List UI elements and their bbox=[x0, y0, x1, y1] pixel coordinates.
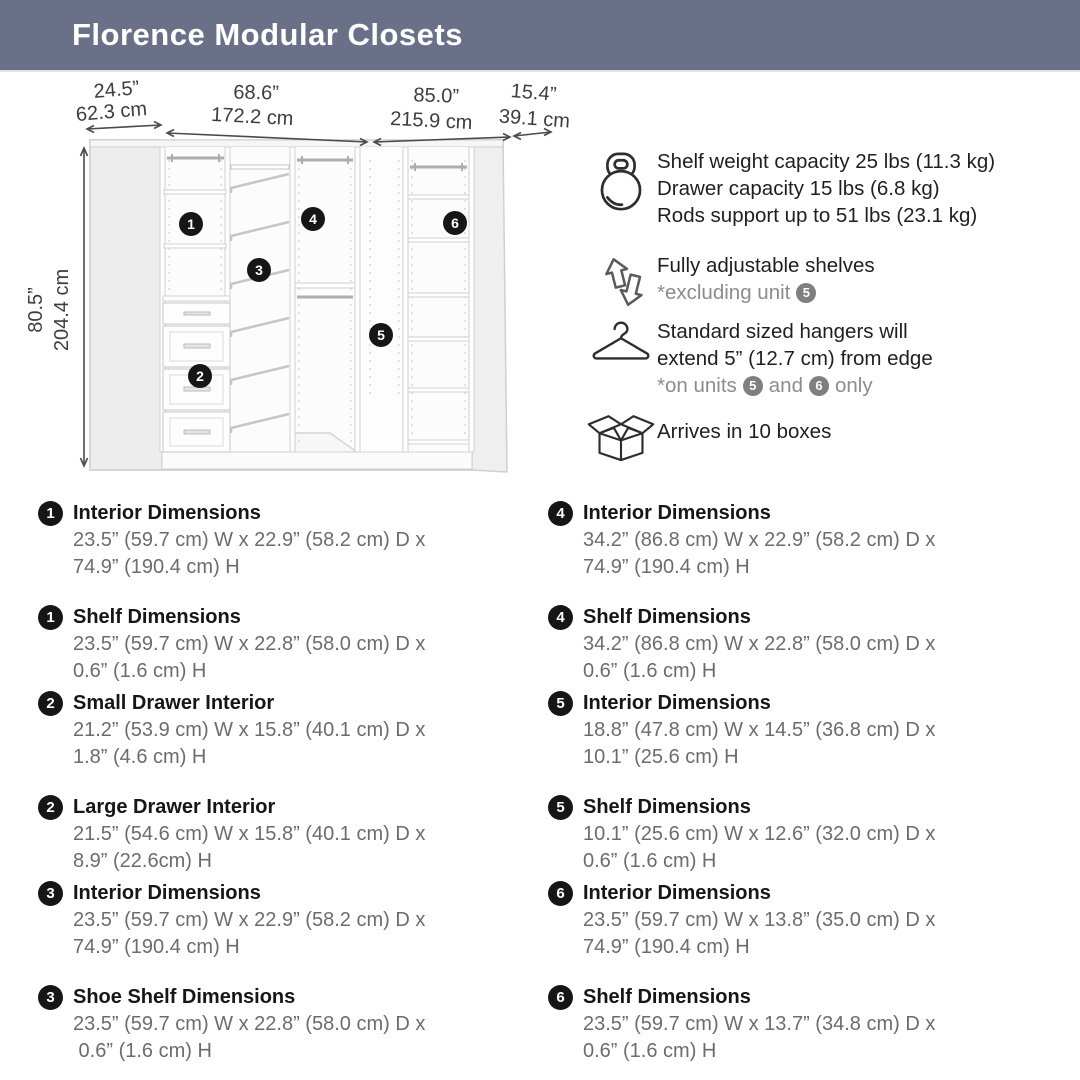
spec-line-2: 74.9” (190.4 cm) H bbox=[583, 556, 750, 578]
spec-item bbox=[38, 794, 538, 875]
width-dim-4-inches: 15.4” bbox=[509, 80, 558, 106]
spec-title: Interior Dimensions bbox=[583, 502, 771, 524]
adjustable-shelves-icon bbox=[585, 252, 657, 314]
spec-item bbox=[548, 500, 1048, 581]
adjustable-shelves-text bbox=[657, 252, 875, 306]
boxes-line: Arrives in 10 boxes bbox=[657, 420, 832, 443]
spec-title: Interior Dimensions bbox=[73, 502, 261, 524]
unit-badge-2: 2 bbox=[196, 368, 204, 384]
spec-line-2: 74.9” (190.4 cm) H bbox=[73, 556, 240, 578]
spec-list-left bbox=[38, 500, 538, 1070]
spec-title: Interior Dimensions bbox=[73, 882, 261, 904]
unit-badge-5: 5 bbox=[377, 327, 385, 343]
spec-badge-1: 1 bbox=[38, 605, 63, 630]
spec-badge-6: 6 bbox=[548, 985, 573, 1010]
spec-line-1: 10.1” (25.6 cm) W x 12.6” (32.0 cm) D x bbox=[583, 823, 936, 845]
spec-title: Shelf Dimensions bbox=[583, 796, 751, 818]
rod-capacity-line: Rods support up to 51 lbs (23.1 kg) bbox=[657, 204, 978, 227]
height-dim-inches: 80.5” bbox=[25, 287, 47, 333]
features-panel bbox=[585, 140, 1075, 485]
feature-hangers bbox=[585, 318, 933, 399]
spec-item bbox=[548, 604, 1048, 685]
width-dim-2-inches: 68.6” bbox=[233, 81, 280, 105]
width-dim-1-inches: 24.5” bbox=[92, 77, 141, 103]
adjustable-note-text: *excluding unit bbox=[657, 281, 791, 304]
spec-title: Interior Dimensions bbox=[583, 692, 771, 714]
spec-title: Shelf Dimensions bbox=[583, 606, 751, 628]
hangers-line-1: Standard sized hangers will bbox=[657, 320, 908, 343]
hangers-note-post: only bbox=[835, 374, 873, 397]
spec-line-2: 8.9” (22.6cm) H bbox=[73, 850, 212, 872]
spec-line-1: 18.8” (47.8 cm) W x 14.5” (36.8 cm) D x bbox=[583, 719, 936, 741]
spec-badge-4: 4 bbox=[548, 605, 573, 630]
spec-line-1: 23.5” (59.7 cm) W x 22.9” (58.2 cm) D x bbox=[73, 909, 426, 931]
drawer-capacity-line: Drawer capacity 15 lbs (6.8 kg) bbox=[657, 177, 940, 200]
unit-badge-4: 4 bbox=[309, 211, 317, 227]
width-dim-1-cm: 62.3 cm bbox=[75, 97, 148, 127]
spec-badge-3: 3 bbox=[38, 985, 63, 1010]
spec-line-2: 0.6” (1.6 cm) H bbox=[73, 660, 207, 682]
spec-line-1: 23.5” (59.7 cm) W x 13.8” (35.0 cm) D x bbox=[583, 909, 936, 931]
feature-adjustable-shelves bbox=[585, 252, 875, 314]
spec-item bbox=[548, 984, 1048, 1065]
spec-item bbox=[38, 604, 538, 685]
spec-title: Shoe Shelf Dimensions bbox=[73, 986, 296, 1008]
hangers-line-2: extend 5” (12.7 cm) from edge bbox=[657, 347, 933, 370]
right-side-panel bbox=[472, 140, 507, 472]
spec-title: Large Drawer Interior bbox=[73, 796, 276, 818]
closet-dimension-diagram bbox=[0, 70, 580, 480]
spec-badge-2: 2 bbox=[38, 691, 63, 716]
spec-line-2: 10.1” (25.6 cm) H bbox=[583, 746, 739, 768]
hangers-note bbox=[657, 372, 933, 399]
hangers-text bbox=[657, 318, 933, 399]
unit-5-gray-badge-2: 5 bbox=[743, 376, 763, 396]
spec-badge-4: 4 bbox=[548, 501, 573, 526]
spec-title: Shelf Dimensions bbox=[583, 986, 751, 1008]
adjustable-line: Fully adjustable shelves bbox=[657, 254, 875, 277]
width-dim-3-inches: 85.0” bbox=[413, 84, 460, 108]
kettlebell-icon bbox=[585, 148, 657, 216]
unit-6-gray-badge: 6 bbox=[809, 376, 829, 396]
weight-capacity-text bbox=[657, 148, 995, 229]
spec-line-2: 1.8” (4.6 cm) H bbox=[73, 746, 207, 768]
spec-title: Small Drawer Interior bbox=[73, 692, 275, 714]
adjustable-note bbox=[657, 279, 875, 306]
spec-item bbox=[548, 794, 1048, 875]
spec-line-2: 0.6” (1.6 cm) H bbox=[583, 850, 717, 872]
spec-line-1: 23.5” (59.7 cm) W x 22.8” (58.0 cm) D x bbox=[73, 633, 426, 655]
spec-item bbox=[548, 690, 1048, 771]
unit-badge-1: 1 bbox=[187, 216, 195, 232]
spec-badge-3: 3 bbox=[38, 881, 63, 906]
spec-line-1: 34.2” (86.8 cm) W x 22.9” (58.2 cm) D x bbox=[583, 529, 936, 551]
closet-illustration bbox=[90, 140, 507, 472]
page-title: Florence Modular Closets bbox=[72, 17, 463, 52]
spec-badge-2: 2 bbox=[38, 795, 63, 820]
width-dim-3-cm: 215.9 cm bbox=[389, 107, 473, 135]
hangers-note-pre: *on units bbox=[657, 374, 737, 397]
unit-badge-6: 6 bbox=[451, 215, 459, 231]
feature-boxes bbox=[585, 406, 831, 464]
height-dim-cm: 204.4 cm bbox=[51, 268, 73, 352]
feature-weight-capacity bbox=[585, 148, 995, 229]
unit-badge-3: 3 bbox=[255, 262, 263, 278]
spec-line-1: 21.2” (53.9 cm) W x 15.8” (40.1 cm) D x bbox=[73, 719, 426, 741]
spec-line-1: 34.2” (86.8 cm) W x 22.8” (58.0 cm) D x bbox=[583, 633, 936, 655]
spec-item bbox=[38, 880, 538, 961]
hanger-icon bbox=[585, 318, 657, 364]
spec-item bbox=[548, 880, 1048, 961]
spec-line-2: 0.6” (1.6 cm) H bbox=[73, 1040, 212, 1062]
shelf-weight-line: Shelf weight capacity 25 lbs (11.3 kg) bbox=[657, 150, 996, 173]
spec-line-1: 23.5” (59.7 cm) W x 22.8” (58.0 cm) D x bbox=[73, 1013, 426, 1035]
spec-line-2: 0.6” (1.6 cm) H bbox=[583, 660, 717, 682]
width-dim-4-cm: 39.1 cm bbox=[498, 105, 571, 133]
spec-line-2: 74.9” (190.4 cm) H bbox=[73, 936, 240, 958]
spec-badge-5: 5 bbox=[548, 795, 573, 820]
header-bar bbox=[0, 0, 1080, 72]
spec-line-2: 0.6” (1.6 cm) H bbox=[583, 1040, 717, 1062]
spec-line-1: 23.5” (59.7 cm) W x 13.7” (34.8 cm) D x bbox=[583, 1013, 936, 1035]
spec-list-right bbox=[548, 500, 1048, 1070]
spec-line-1: 21.5” (54.6 cm) W x 15.8” (40.1 cm) D x bbox=[73, 823, 426, 845]
hangers-note-mid: and bbox=[768, 374, 803, 397]
spec-badge-5: 5 bbox=[548, 691, 573, 716]
spec-title: Interior Dimensions bbox=[583, 882, 771, 904]
width-dim-2-cm: 172.2 cm bbox=[210, 103, 294, 131]
spec-line-1: 23.5” (59.7 cm) W x 22.9” (58.2 cm) D x bbox=[73, 529, 426, 551]
spec-badge-1: 1 bbox=[38, 501, 63, 526]
spec-title: Shelf Dimensions bbox=[73, 606, 241, 628]
spec-item bbox=[38, 984, 538, 1065]
unit-5-gray-badge: 5 bbox=[796, 283, 816, 303]
box-icon bbox=[585, 406, 657, 464]
spec-badge-6: 6 bbox=[548, 881, 573, 906]
left-side-panel bbox=[90, 140, 162, 470]
spec-line-2: 74.9” (190.4 cm) H bbox=[583, 936, 750, 958]
spec-item bbox=[38, 500, 538, 581]
spec-item bbox=[38, 690, 538, 771]
